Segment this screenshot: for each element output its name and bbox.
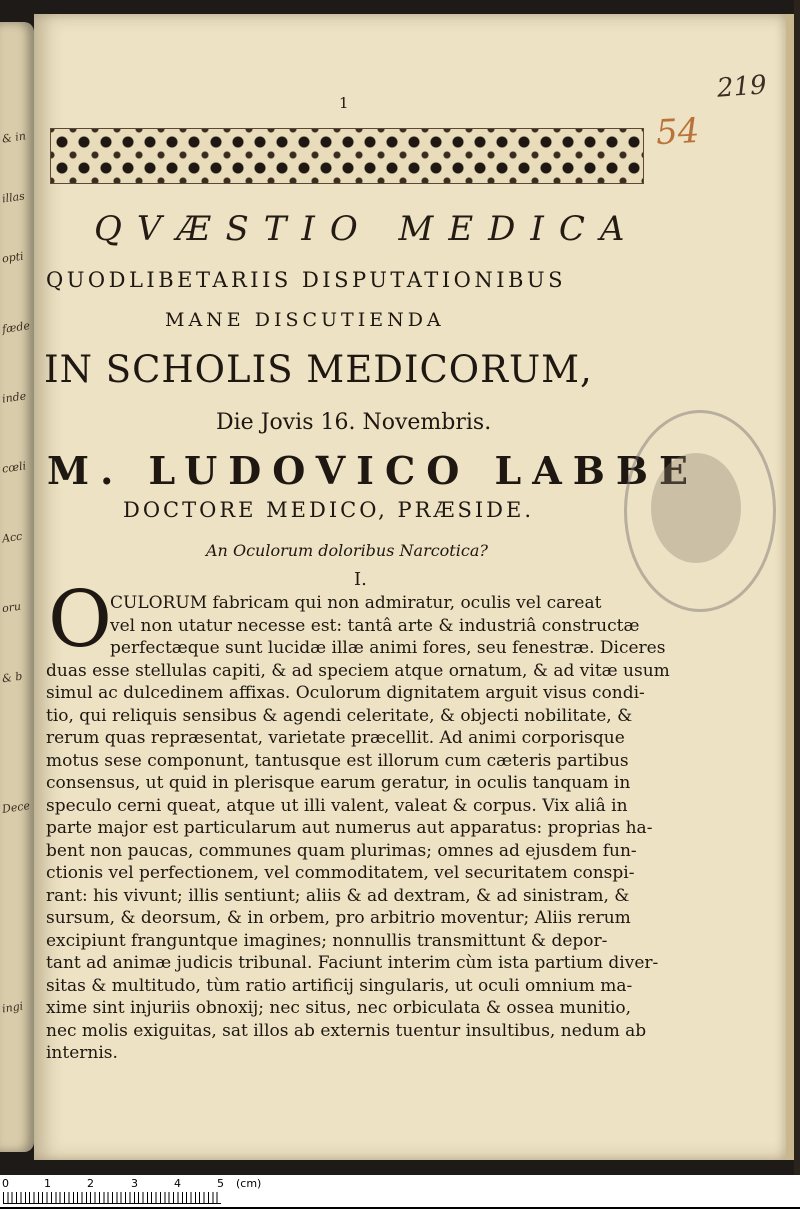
president-name: M. LUDOVICO LABBE xyxy=(47,448,699,493)
text-line: tant ad animæ judicis tribunal. Faciunt interim cùm ista partium diver- xyxy=(46,953,659,973)
drop-cap: O xyxy=(48,575,112,665)
title-line-scholis: IN SCHOLIS MEDICORUM, xyxy=(44,348,593,391)
ruler-label: 1 xyxy=(44,1177,51,1190)
text-line: ctionis vel perfectionem, vel commoditatem, vel securitatem conspi- xyxy=(46,863,635,883)
date-line: Die Jovis 16. Novembris. xyxy=(216,410,492,435)
president-title: DOCTORE MEDICO, PRÆSIDE. xyxy=(123,498,535,522)
text-line: xime sint injuriis obnoxij; nec situs, nec orbiculata & ossea munitio, xyxy=(46,998,632,1018)
text-line: simul ac dulcedinem affixas. Oculorum dignitatem arguit visus condi- xyxy=(46,683,645,703)
question-title: QVÆSTIO MEDICA xyxy=(94,209,640,249)
decorative-ornament-band xyxy=(50,128,644,184)
text-line: motus sese componunt, tantusque est illorum cum cæteris partibus xyxy=(46,750,629,771)
text-line: consensus, ut quid in plerisque earum geratur, in oculis tanquam in xyxy=(46,773,631,793)
text-line: vel non utatur necesse est: tantâ arte & industriâ constructæ xyxy=(110,615,640,636)
margin-fragment: & in xyxy=(1,129,27,146)
page-thickness-edge xyxy=(786,14,794,1160)
text-line: excipiunt franguntque imagines; nonnullis transmittunt & depor- xyxy=(46,930,608,951)
scan-border xyxy=(794,0,800,1175)
text-line: parte major est particularum aut numerus aut apparatus: proprias ha- xyxy=(46,818,653,838)
margin-fragment: illas xyxy=(1,189,26,206)
body-paragraph xyxy=(46,592,670,1065)
page-number: 1 xyxy=(339,94,349,112)
ruler-label: 5 xyxy=(217,1177,224,1190)
ruler-baseline xyxy=(0,1207,800,1209)
margin-fragment: opti xyxy=(1,249,25,266)
ruler-label: 4 xyxy=(174,1177,181,1190)
text-line: nec molis exiguitas, sat illos ab externis tuentur insultibus, nedum ab xyxy=(46,1020,647,1041)
title-line-discutienda: MANE DISCUTIENDA xyxy=(165,309,445,331)
library-stamp-icon xyxy=(624,410,776,612)
margin-fragment: Dece xyxy=(1,799,31,816)
text-line: speculo cerni queat, atque ut illi valent, valeat & corpus. Vix aliâ in xyxy=(46,795,628,816)
margin-fragment: & b xyxy=(1,669,24,686)
text-line: CULORUM fabricam qui non admiratur, oculis vel careat xyxy=(110,593,602,613)
text-line: perfectæque sunt lucidæ illæ animi fores, seu fenestræ. Diceres xyxy=(110,638,666,658)
text-line: duas esse stellulas capiti, & ad speciem atque ornatum, & ad vitæ usum xyxy=(46,660,670,681)
margin-fragment: Acc xyxy=(1,529,24,546)
book-page xyxy=(34,14,786,1160)
text-line: bent non paucas, communes quam plurimas; omnes ad ejusdem fun- xyxy=(46,840,637,861)
title-line-disputationibus: QUODLIBETARIIS DISPUTATIONIBUS xyxy=(46,268,567,292)
handwritten-folio: 219 xyxy=(716,70,768,104)
margin-fragment: oru xyxy=(1,599,22,616)
ruler-ticks xyxy=(3,1192,221,1204)
text-line: rant: his vivunt; illis sentiunt; aliis & ad dextram, & ad sinistram, & xyxy=(46,885,630,906)
text-line: sitas & multitudo, tùm ratio artificij singularis, ut oculi omnium ma- xyxy=(46,975,633,996)
margin-fragment: fæde xyxy=(1,319,31,336)
margin-fragment: cœli xyxy=(1,459,27,476)
ruler-label: 0 xyxy=(2,1177,9,1190)
text-line: tio, qui reliquis sensibus & agendi celeritate, & objecti nobilitate, & xyxy=(46,705,633,726)
text-line: rerum quas repræsentat, varietate præcellit. Ad animi corporisque xyxy=(46,728,625,748)
thesis-question: An Oculorum doloribus Narcotica? xyxy=(206,541,488,560)
red-folio-number: 54 xyxy=(654,110,701,154)
ruler-label: 3 xyxy=(131,1177,138,1190)
previous-page-edge xyxy=(0,22,34,1152)
ruler-label: 2 xyxy=(87,1177,94,1190)
text-line: internis. xyxy=(46,1043,118,1063)
section-number: I. xyxy=(354,569,367,590)
margin-fragment: inde xyxy=(1,389,27,406)
margin-fragment: ingi xyxy=(1,999,24,1016)
ruler-unit: (cm) xyxy=(236,1177,262,1190)
text-line: sursum, & deorsum, & in orbem, pro arbitrio moventur; Aliis rerum xyxy=(46,908,631,928)
